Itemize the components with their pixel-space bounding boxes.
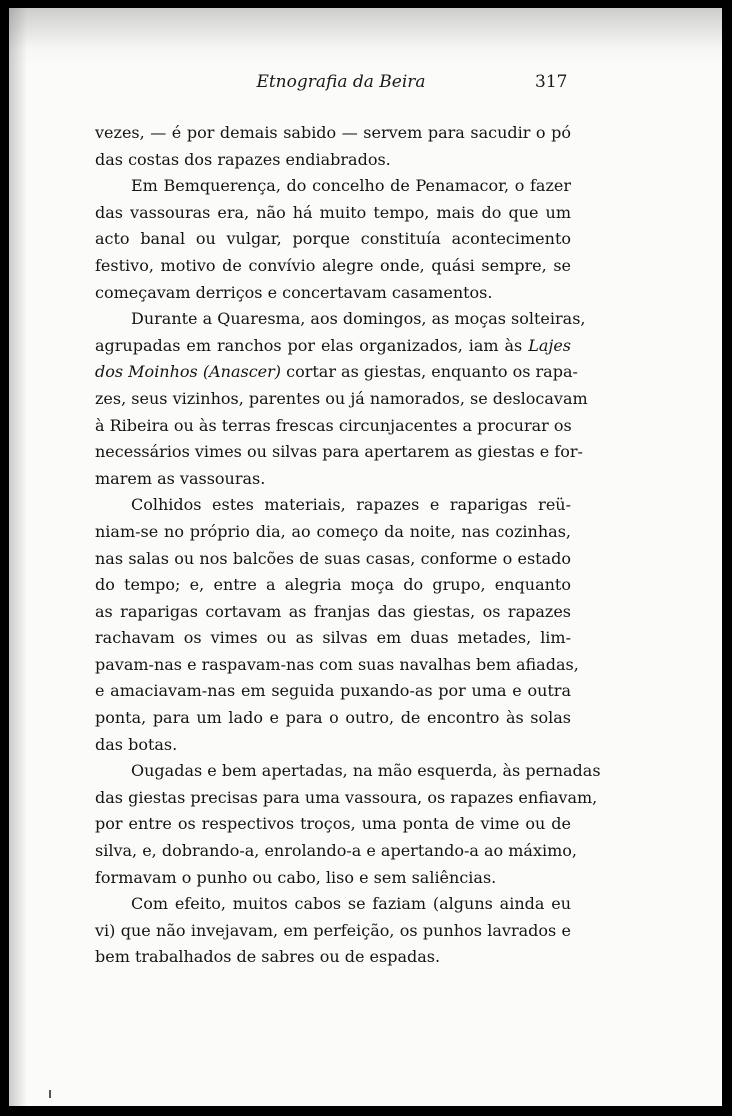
text-line: pavam-nas e raspavam-nas com suas navalhas bem afiadas, xyxy=(95,654,579,674)
text-line: zes, seus vizinhos, parentes ou já namorados, se deslocavam xyxy=(95,388,588,408)
text-line: Durante a Quaresma, aos domingos, as moças solteiras, xyxy=(131,309,586,329)
text-line: acto banal ou vulgar, porque constituía acontecimento xyxy=(95,229,571,249)
text-line: niam-se no próprio dia, ao começo da noite, nas cozinhas, xyxy=(95,521,571,541)
running-header xyxy=(9,72,722,98)
text-line: Colhidos estes materiais, rapazes e raparigas reü- xyxy=(131,495,571,515)
text-line: ponta, para um lado e para o outro, de encontro às solas xyxy=(95,708,571,728)
text-line: à Ribeira ou às terras frescas circunjacentes a procurar os xyxy=(95,415,572,435)
text-line: começavam derriços e concertavam casamentos. xyxy=(95,282,493,302)
text-segment: cortar as giestas, enquanto os rapa- xyxy=(286,362,578,382)
text-line: festivo, motivo de convívio alegre onde, quási sempre, se xyxy=(95,255,571,275)
text-line: das botas. xyxy=(95,734,178,754)
text-line: marem as vassouras. xyxy=(95,468,266,488)
text-line: Com efeito, muitos cabos se faziam (alguns ainda eu xyxy=(131,894,571,914)
running-title: Etnografia da Beira xyxy=(256,72,426,92)
text-line: nas salas ou nos balcões de suas casas, conforme o estado xyxy=(95,548,571,568)
text-line: das costas dos rapazes endiabrados. xyxy=(95,149,391,169)
text-line-with-italic xyxy=(95,359,578,386)
text-line: necessários vimes ou silvas para apertarem as giestas e for- xyxy=(95,442,583,462)
text-line: das giestas precisas para uma vassoura, os rapazes enfiavam, xyxy=(95,787,598,807)
text-line: vezes, — é por demais sabido — servem para sacudir o pó xyxy=(95,123,571,142)
body-text xyxy=(95,120,601,971)
scan-shadow-top xyxy=(9,8,722,68)
text-line: rachavam os vimes ou as silvas em duas metades, lim- xyxy=(95,628,571,648)
text-line: do tempo; e, entre a alegria moça do grupo, enquanto xyxy=(95,575,571,595)
text-line: das vassouras era, não há muito tempo, mais do que um xyxy=(95,202,571,222)
book-page xyxy=(9,8,722,1106)
text-line: bem trabalhados de sabres ou de espadas. xyxy=(95,947,441,967)
text-line: vi) que não invejavam, em perfeição, os punhos lavrados e xyxy=(95,920,571,940)
italic-place-name: dos Moinhos (Anascer) xyxy=(95,362,282,382)
scan-speck xyxy=(49,1090,51,1098)
text-line: Em Bemquerença, do concelho de Penamacor, o fazer xyxy=(131,176,571,196)
text-line: por entre os respectivos troços, uma ponta de vime ou de xyxy=(95,814,571,834)
text-line: silva, e, dobrando-a, enrolando-a e apertando-a ao máximo, xyxy=(95,841,577,861)
text-line: e amaciavam-nas em seguida puxando-as por uma e outra xyxy=(95,681,571,701)
text-line: as raparigas cortavam as franjas das giestas, os rapazes xyxy=(95,601,571,621)
page-number: 317 xyxy=(535,72,568,92)
text-line: Ougadas e bem apertadas, na mão esquerda, às pernadas xyxy=(131,761,601,781)
italic-place-name: Lajes xyxy=(528,335,571,355)
scan-shadow-left xyxy=(9,8,27,1106)
text-segment: agrupadas em ranchos por elas organizados, iam às xyxy=(95,335,523,355)
text-line: formavam o punho ou cabo, liso e sem saliências. xyxy=(95,867,497,887)
text-line-with-italic xyxy=(95,333,571,360)
